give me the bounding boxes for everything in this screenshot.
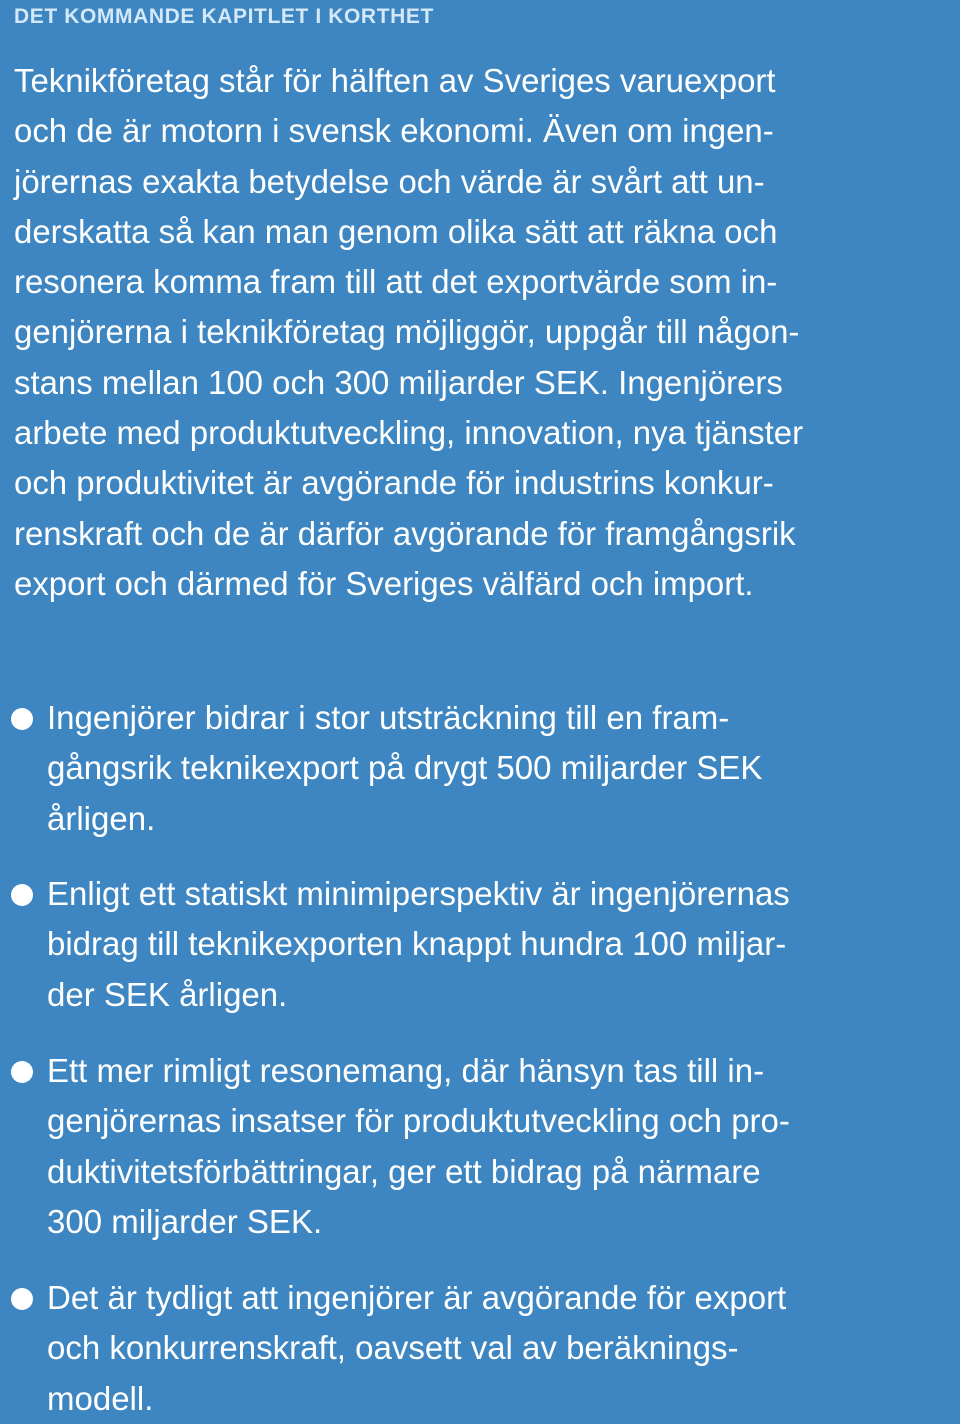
intro-line: Teknikföretag står för hälften av Sveriges varuexport bbox=[14, 62, 776, 99]
bullet-line: modell. bbox=[47, 1379, 154, 1417]
bullet-text bbox=[47, 693, 762, 844]
bullet-line: bidrag till teknikexporten knappt hundra 100 miljar- bbox=[47, 925, 787, 963]
intro-line: och produktivitet är avgörande för industrins konkur- bbox=[14, 464, 774, 502]
bullet-line: Enligt ett statiskt minimiperspektiv är ingenjörernas bbox=[47, 875, 790, 912]
bullet-dot-icon bbox=[11, 1061, 33, 1083]
intro-line: resonera komma fram till att det exportvärde som in- bbox=[14, 263, 778, 301]
intro-line: derskatta så kan man genom olika sätt att räkna och bbox=[14, 212, 778, 250]
intro-paragraph bbox=[14, 56, 958, 609]
bullet-text bbox=[47, 1273, 786, 1424]
bullet-line: Ett mer rimligt resonemang, där hänsyn tas till in- bbox=[47, 1052, 765, 1089]
intro-line: renskraft och de är därför avgörande för framgångsrik bbox=[14, 514, 796, 552]
intro-line: stans mellan 100 och 300 miljarder SEK. Ingenjörers bbox=[14, 363, 783, 401]
bullet-line: der SEK årligen. bbox=[47, 975, 288, 1013]
bullet-line: Ingenjörer bidrar i stor utsträckning till en fram- bbox=[47, 699, 730, 736]
bullet-text bbox=[47, 1046, 790, 1247]
bullet-line: och konkurrenskraft, oavsett val av beräknings- bbox=[47, 1329, 739, 1367]
bullet-line: genjörernas insatser för produktutveckling och pro- bbox=[47, 1102, 790, 1140]
intro-line: arbete med produktutveckling, innovation, nya tjänster bbox=[14, 414, 804, 452]
bullet-dot-icon bbox=[11, 1288, 33, 1310]
intro-line: jörernas exakta betydelse och värde är svårt att un- bbox=[14, 162, 765, 200]
bullet-dot-icon bbox=[11, 884, 33, 906]
bullet-text bbox=[47, 869, 790, 1020]
intro-line: och de är motorn i svensk ekonomi. Även om ingen- bbox=[14, 112, 774, 150]
intro-line: genjörerna i teknikföretag möjliggör, uppgår till någon- bbox=[14, 313, 800, 351]
bullet-line: årligen. bbox=[47, 799, 156, 837]
bullet-line: Det är tydligt att ingenjörer är avgörande för export bbox=[47, 1279, 787, 1316]
intro-line: export och därmed för Sveriges välfärd och import. bbox=[14, 564, 754, 602]
bullet-line: duktivitetsförbättringar, ger ett bidrag på närmare bbox=[47, 1152, 761, 1190]
bullet-line: gångsrik teknikexport på drygt 500 miljarder SEK bbox=[47, 749, 763, 787]
bullet-dot-icon bbox=[11, 708, 33, 730]
bullet-line: 300 miljarder SEK. bbox=[47, 1202, 323, 1240]
section-heading: DET KOMMANDE KAPITLET I KORTHET bbox=[14, 5, 434, 28]
